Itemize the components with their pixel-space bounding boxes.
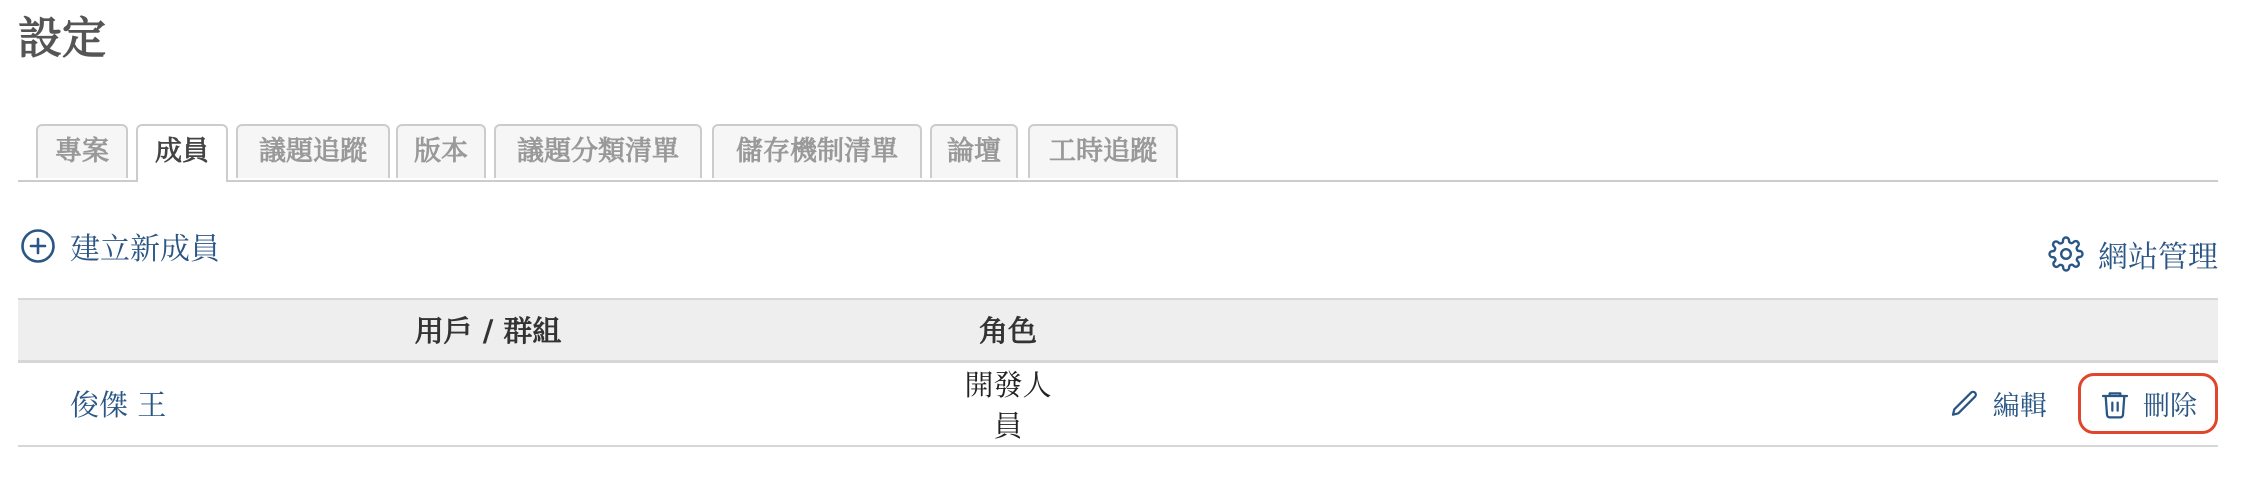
edit-label: 編輯 [1992, 391, 2047, 422]
tabs-bar [18, 122, 2218, 182]
edit-button[interactable] [1949, 384, 2047, 423]
tab-time-tracking[interactable]: 工時追蹤 [1028, 124, 1178, 178]
members-table [18, 298, 2218, 447]
plus-circle-icon [20, 228, 56, 264]
delete-label: 刪除 [2143, 391, 2197, 422]
table-header-row [18, 299, 2218, 361]
role-cell: 開發人員 [964, 367, 1052, 443]
tab-repositories[interactable]: 儲存機制清單 [712, 124, 922, 178]
user-link[interactable]: 俊傑 王 [70, 388, 167, 422]
tab-versions[interactable]: 版本 [396, 124, 486, 178]
tab-project[interactable]: 專案 [36, 124, 128, 178]
new-member-label: 建立新成員 [70, 232, 220, 267]
actions-cell [1058, 361, 2218, 446]
tab-issue-tracking[interactable]: 議題追蹤 [236, 124, 390, 178]
user-cell [18, 361, 958, 446]
column-header-actions [1058, 299, 2218, 361]
column-header-role[interactable]: 角色 [978, 314, 1037, 349]
site-admin-label: 網站管理 [2098, 240, 2218, 275]
new-member-link[interactable] [20, 224, 220, 268]
table-row [18, 361, 2218, 446]
delete-button[interactable] [2078, 373, 2218, 434]
tab-forums[interactable]: 論壇 [930, 124, 1018, 178]
tab-members[interactable]: 成員 [136, 124, 228, 182]
column-header-user[interactable]: 用戶 / 群組 [414, 314, 562, 349]
gear-icon [2048, 236, 2084, 272]
site-admin-link[interactable] [2048, 232, 2218, 276]
pencil-icon [1949, 388, 1993, 420]
tab-issue-categories[interactable]: 議題分類清單 [494, 124, 702, 178]
page-title: 設定 [18, 13, 106, 64]
trash-icon [2099, 388, 2143, 420]
